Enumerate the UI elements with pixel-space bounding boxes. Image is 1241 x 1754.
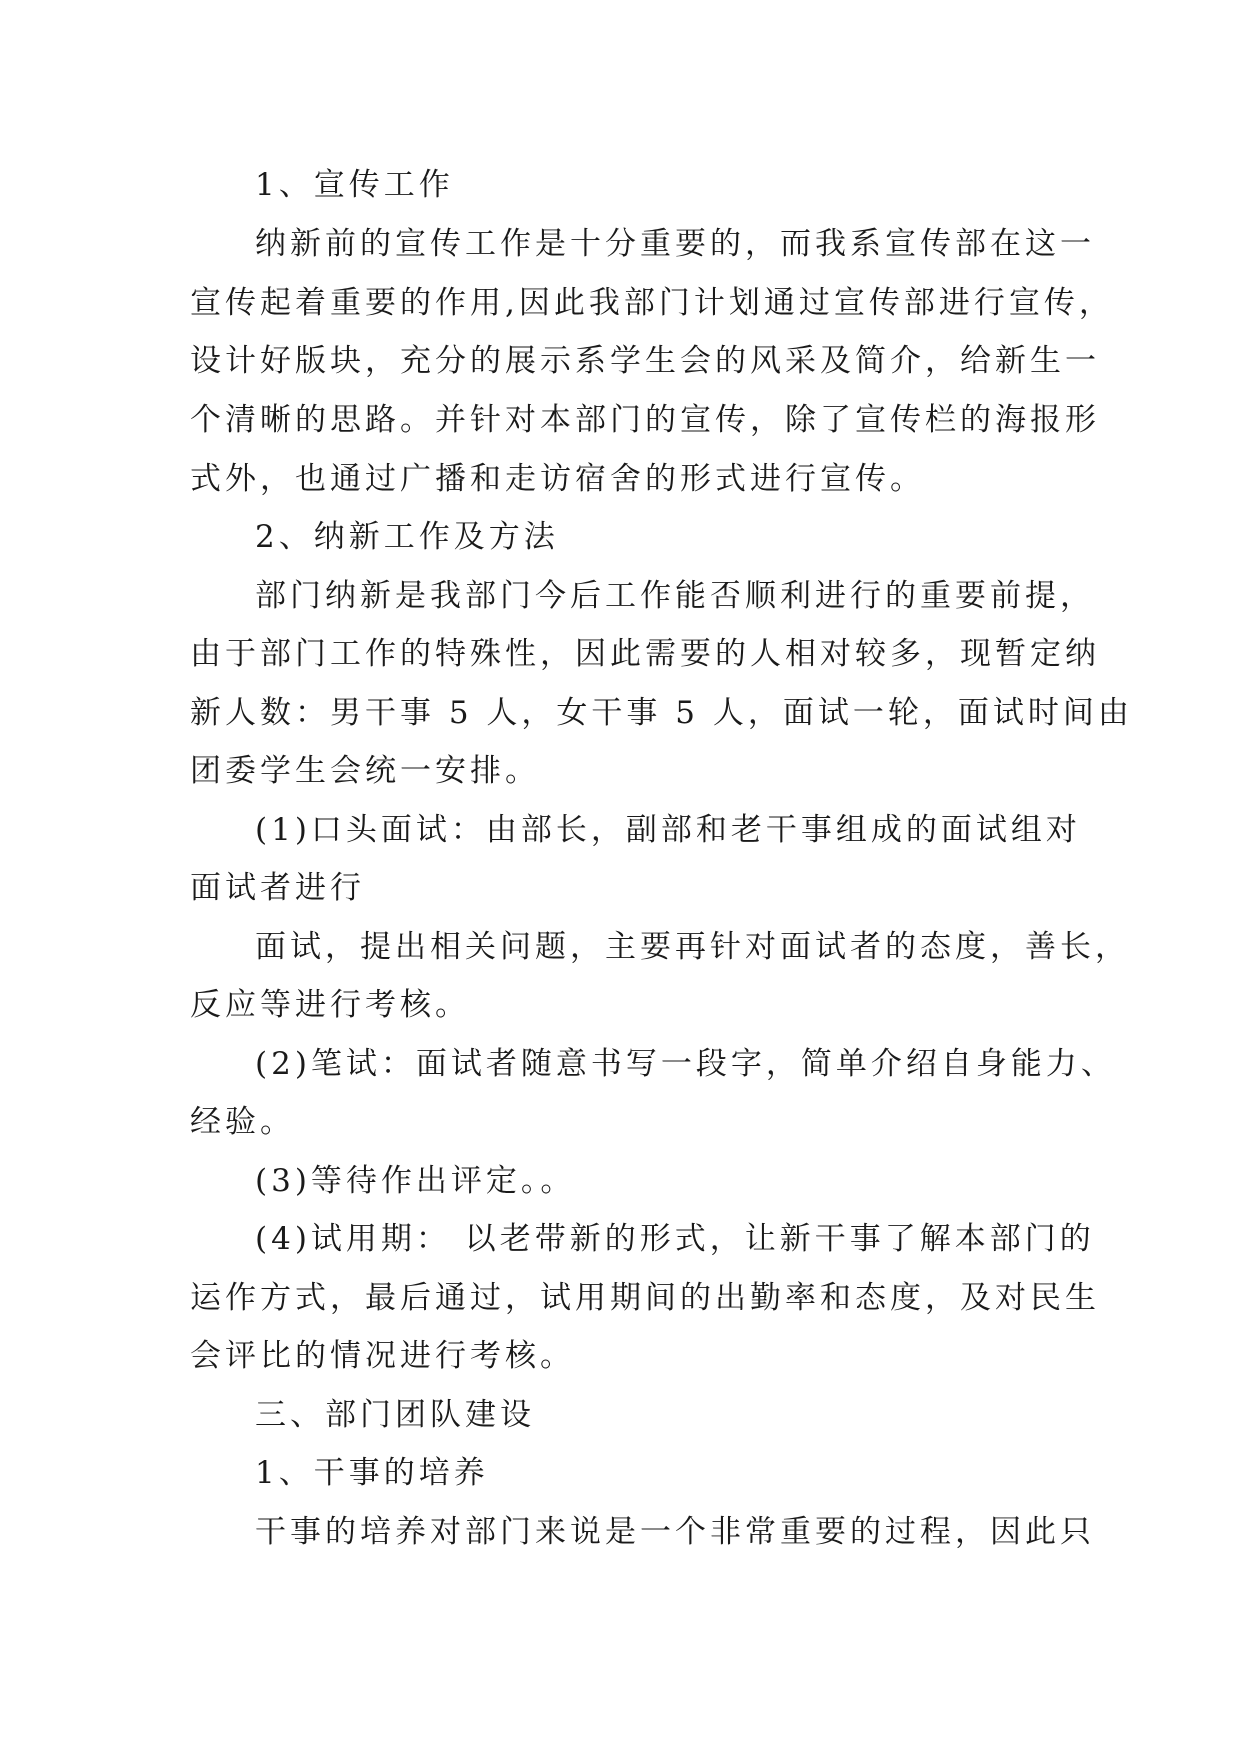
paragraph-line: 由于部门工作的特殊性，因此需要的人相对较多，现暂定纳 <box>190 636 1100 672</box>
paragraph-line: 新人数：男干事 5 人，女干事 5 人，面试一轮，面试时间由 <box>190 695 1133 731</box>
list-item-oral-interview: (1)口头面试：由部长，副部和老干事组成的面试组对 <box>255 812 1081 848</box>
paragraph-line: 宣传起着重要的作用,因此我部门计划通过宣传部进行宣传， <box>190 285 1114 321</box>
list-item-written-test: (2)笔试：面试者随意书写一段字，简单介绍自身能力、 <box>255 1046 1116 1082</box>
paragraph-line: 经验。 <box>190 1104 295 1140</box>
paragraph-line: 式外，也通过广播和走访宿舍的形式进行宣传。 <box>190 461 925 497</box>
list-item-probation: (4)试用期： 以老带新的形式，让新干事了解本部门的 <box>255 1221 1095 1257</box>
heading-team-building: 三、部门团队建设 <box>255 1397 535 1433</box>
list-item-await-evaluation: (3)等待作出评定。。 <box>255 1163 576 1199</box>
paragraph-line: 运作方式，最后通过，试用期间的出勤率和态度，及对民生 <box>190 1280 1100 1316</box>
paragraph-line: 反应等进行考核。 <box>190 987 470 1023</box>
heading-publicity-work: 1、宣传工作 <box>255 167 454 203</box>
paragraph-line: 面试者进行 <box>190 870 365 906</box>
paragraph-line: 面试，提出相关问题，主要再针对面试者的态度，善长， <box>255 929 1130 965</box>
heading-staff-training: 1、干事的培养 <box>255 1455 489 1491</box>
paragraph-line: 会评比的情况进行考核。 <box>190 1338 575 1374</box>
paragraph-line: 干事的培养对部门来说是一个非常重要的过程，因此只 <box>255 1514 1095 1550</box>
paragraph-line: 个清晰的思路。并针对本部门的宣传，除了宣传栏的海报形 <box>190 402 1100 438</box>
paragraph-line: 纳新前的宣传工作是十分重要的，而我系宣传部在这一 <box>255 226 1095 262</box>
heading-recruitment-methods: 2、纳新工作及方法 <box>255 519 559 555</box>
paragraph-line: 部门纳新是我部门今后工作能否顺利进行的重要前提， <box>255 578 1095 614</box>
paragraph-line: 团委学生会统一安排。 <box>190 753 540 789</box>
paragraph-line: 设计好版块，充分的展示系学生会的风采及简介，给新生一 <box>190 343 1100 379</box>
